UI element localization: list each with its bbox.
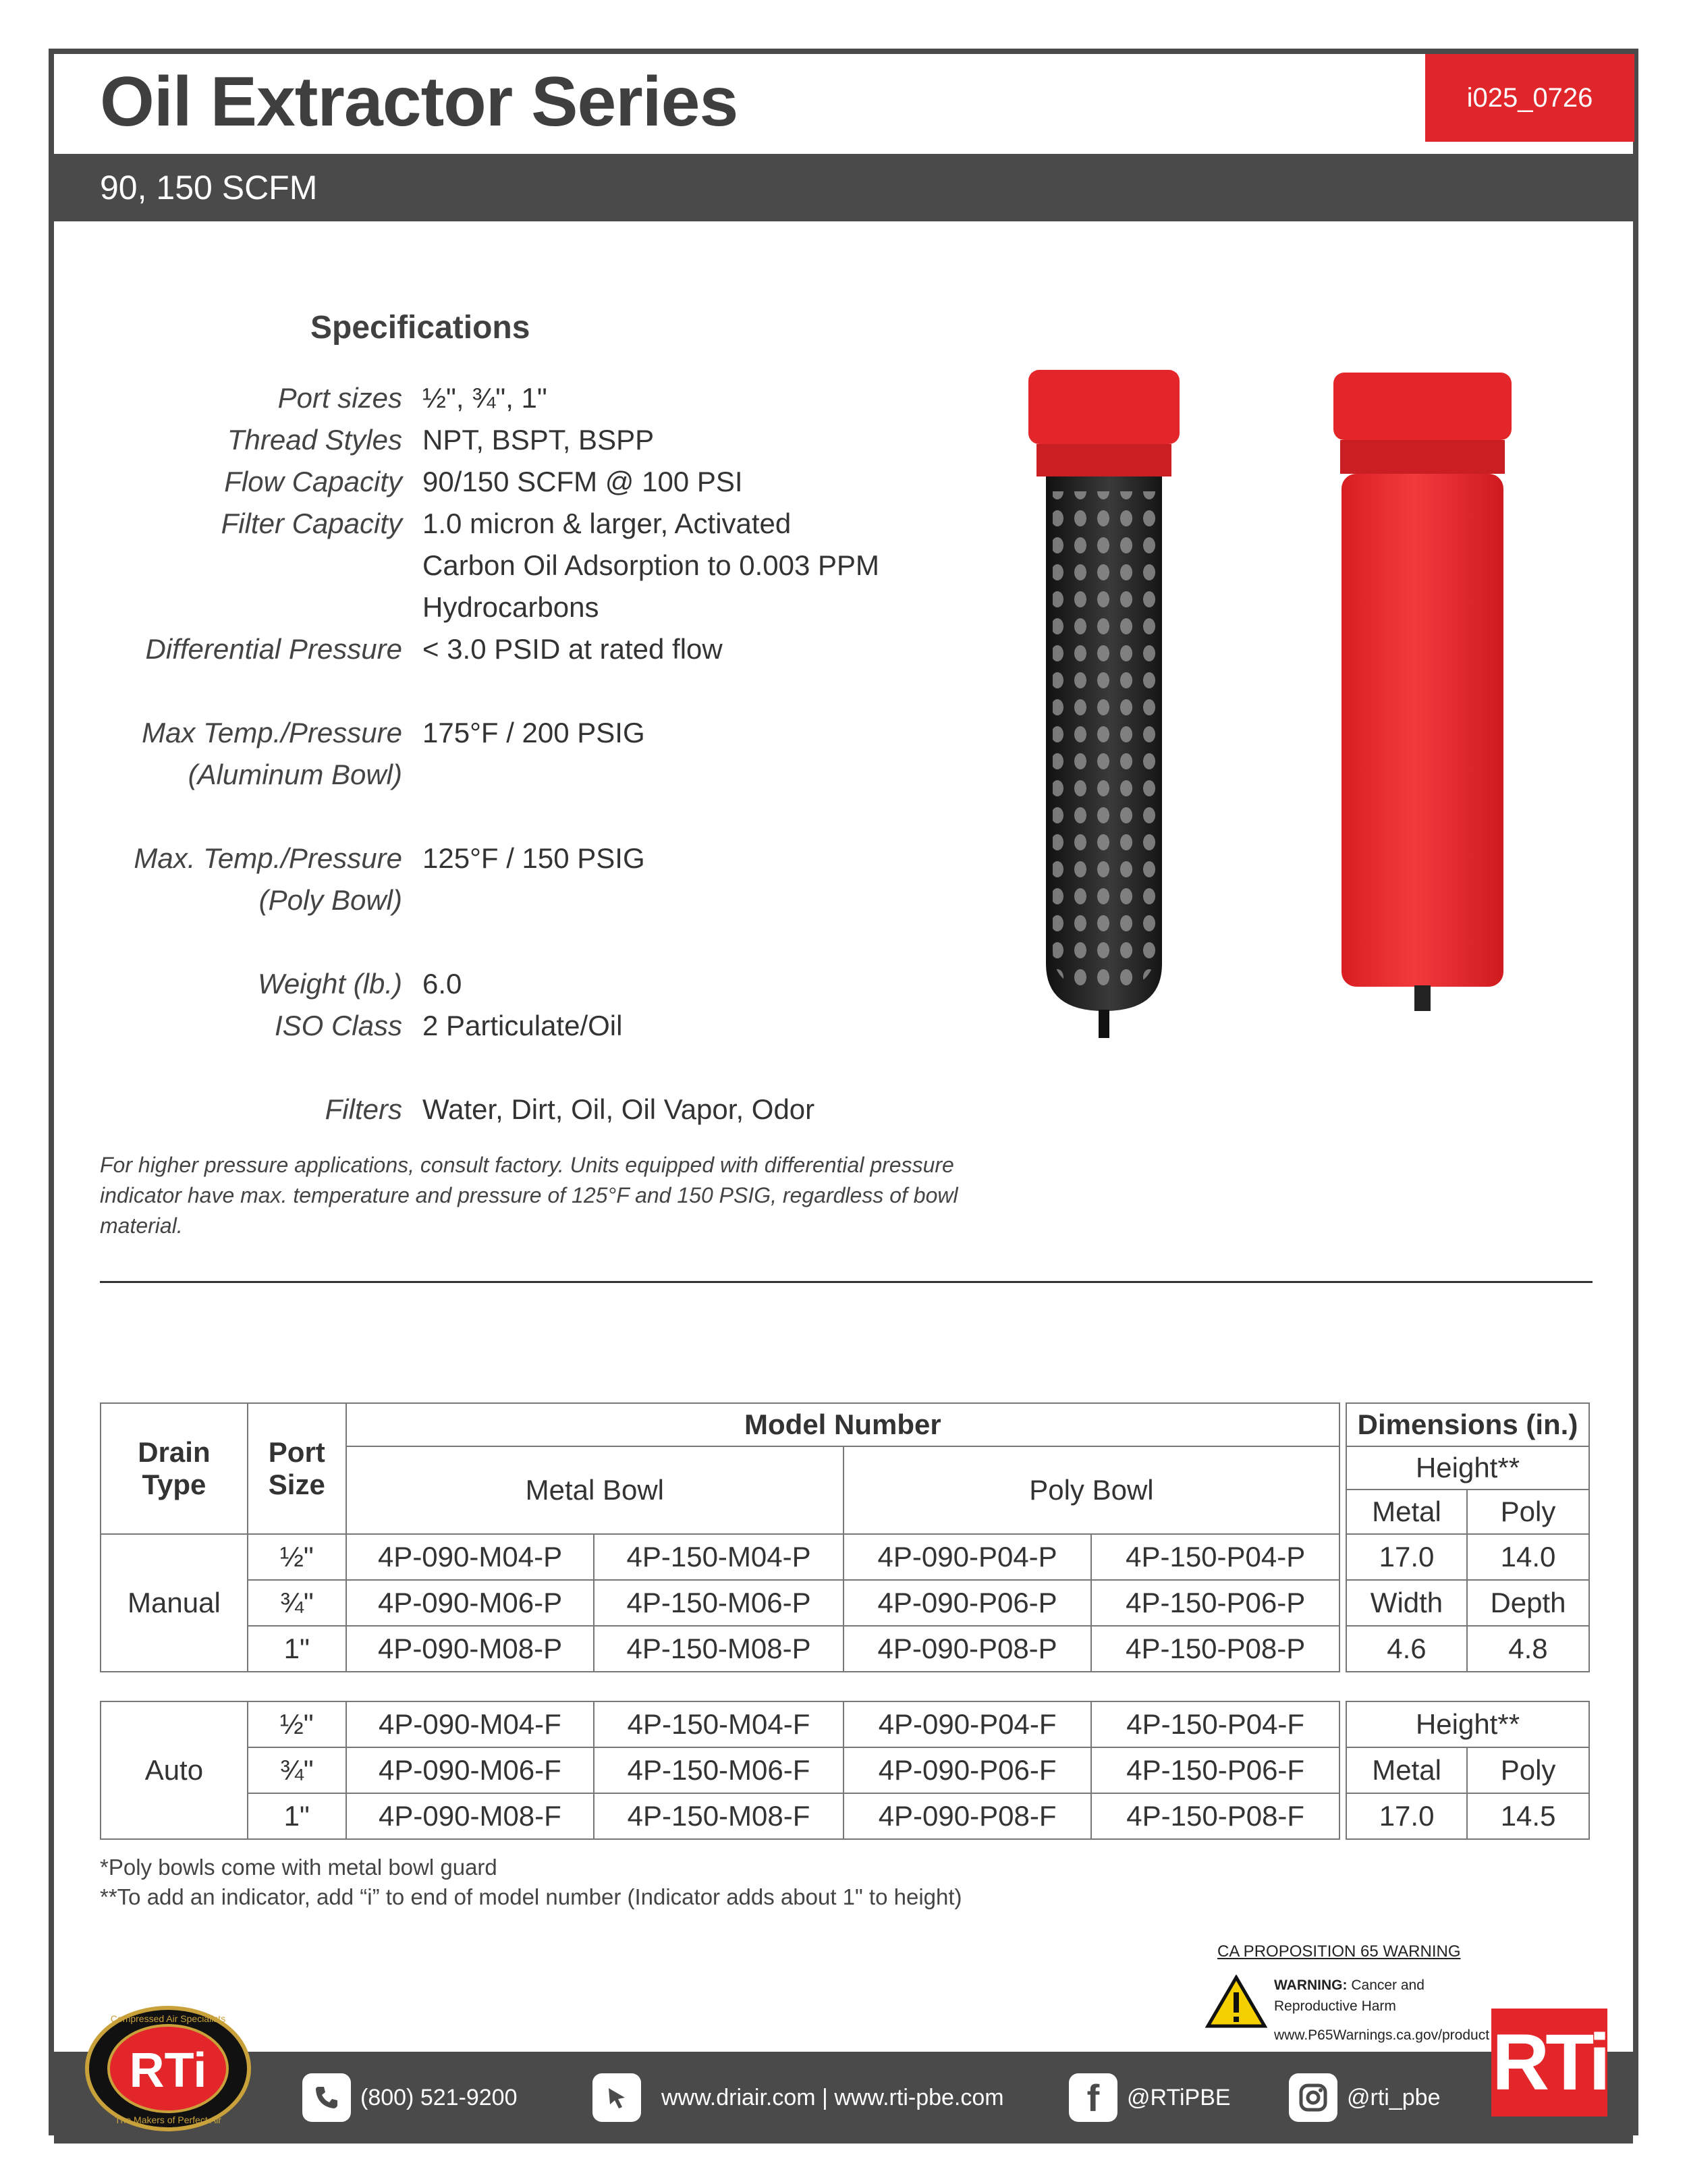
poly-bowl-filter-image (1328, 370, 1517, 1038)
specifications-note: For higher pressure applications, consult factory. Units equipped with differential pressure indicator have max. temperature and pressure of 125°F and 150 PSIG, regardless of bowl material. (100, 1153, 958, 1238)
drain-type-manual: Manual (101, 1534, 248, 1672)
seal-brand-text: RTi (129, 2044, 207, 2098)
height-metal-value: 17.0 (1346, 1534, 1467, 1580)
spec-label: Thread Styles (227, 424, 402, 456)
model-table-manual (100, 1402, 1340, 1672)
spec-label: Differential Pressure (145, 633, 402, 665)
phone-icon (302, 2073, 351, 2122)
prop65-url: www.P65Warnings.ca.gov/product (1274, 2027, 1490, 2043)
prop65-title: CA PROPOSITION 65 WARNING (1217, 1942, 1461, 1961)
spec-value: 1.0 micron & larger, Activated (422, 508, 792, 539)
facebook-icon: f (1069, 2073, 1117, 2122)
prop65-warning: WARNING: Cancer and Reproductive Harm www.P65Warnings.ca.gov/product (1274, 1975, 1489, 2046)
model-number-header: Model Number (346, 1403, 1339, 1446)
dimensions-table-manual (1346, 1402, 1590, 1672)
spec-label: (Aluminum Bowl) (188, 759, 402, 790)
footer-instagram[interactable] (1289, 2073, 1440, 2122)
width-value: 4.6 (1346, 1626, 1467, 1672)
model-cell: 4P-150-P06-F (1091, 1747, 1339, 1793)
rti-seal-logo (84, 2004, 252, 2133)
footer-websites[interactable] (592, 2073, 1004, 2122)
spec-value: NPT, BSPT, BSPP (422, 424, 655, 456)
height-metal-value: 17.0 (1346, 1793, 1467, 1839)
spec-value: ½", ¾", 1" (422, 382, 547, 414)
spec-label: Max. Temp./Pressure (134, 842, 402, 874)
width-header: Width (1346, 1580, 1467, 1626)
cursor-icon (592, 2073, 641, 2122)
port-size-header: Port Size (248, 1403, 346, 1534)
phone-number: (800) 521-9200 (360, 2084, 518, 2110)
poly-header: Poly (1467, 1490, 1589, 1534)
model-cell: 4P-090-P06-F (844, 1747, 1092, 1793)
model-cell: 4P-090-M04-F (346, 1701, 594, 1747)
port-size: ¾" (248, 1580, 346, 1626)
seal-top-text: Compressed Air Specialists (110, 2013, 226, 2024)
section-divider (100, 1281, 1593, 1283)
spec-value: 6.0 (422, 968, 462, 1000)
port-size: ¾" (248, 1747, 346, 1793)
poly-bowl-header: Poly Bowl (844, 1446, 1339, 1534)
rti-logo: RTi (1491, 2009, 1607, 2117)
model-cell: 4P-090-P04-F (844, 1701, 1092, 1747)
model-cell: 4P-090-M06-P (346, 1580, 594, 1626)
drain-type-header: Drain Type (101, 1403, 248, 1534)
instagram-icon (1289, 2073, 1337, 2122)
metal-bowl-filter-image (1023, 370, 1185, 1038)
port-size: ½" (248, 1534, 346, 1580)
spec-value: Hydrocarbons (422, 591, 599, 623)
model-cell: 4P-150-P08-F (1091, 1793, 1339, 1839)
model-cell: 4P-090-M06-F (346, 1747, 594, 1793)
spec-label: Filter Capacity (221, 508, 402, 539)
metal-header: Metal (1346, 1490, 1467, 1534)
spec-label: Flow Capacity (224, 466, 402, 497)
model-cell: 4P-150-P04-P (1091, 1534, 1339, 1580)
model-cell: 4P-150-M08-P (594, 1626, 844, 1672)
height-header: Height** (1346, 1446, 1589, 1490)
warning-triangle-icon (1205, 1975, 1267, 2029)
height-header: Height** (1346, 1701, 1589, 1747)
metal-header: Metal (1346, 1747, 1467, 1793)
spec-label: Max Temp./Pressure (142, 717, 402, 748)
depth-value: 4.8 (1467, 1626, 1589, 1672)
model-cell: 4P-150-P04-F (1091, 1701, 1339, 1747)
model-cell: 4P-150-M08-F (594, 1793, 844, 1839)
model-cell: 4P-090-M04-P (346, 1534, 594, 1580)
facebook-handle: @RTiPBE (1127, 2084, 1231, 2110)
model-cell: 4P-090-M08-F (346, 1793, 594, 1839)
model-cell: 4P-090-P08-P (844, 1626, 1092, 1672)
document-code-badge: i025_0726 (1425, 54, 1634, 142)
model-cell: 4P-150-M06-P (594, 1580, 844, 1626)
seal-bottom-text: The Makers of Perfect Air (115, 2114, 221, 2125)
dimensions-header: Dimensions (in.) (1346, 1403, 1589, 1446)
model-cell: 4P-090-P06-P (844, 1580, 1092, 1626)
spec-label: Port sizes (277, 382, 402, 414)
port-size: 1" (248, 1793, 346, 1839)
model-table-auto (100, 1701, 1340, 1840)
height-poly-value: 14.5 (1467, 1793, 1589, 1839)
port-size: 1" (248, 1626, 346, 1672)
model-cell: 4P-150-M04-F (594, 1701, 844, 1747)
spec-label: ISO Class (274, 1010, 402, 1041)
spec-value: Carbon Oil Adsorption to 0.003 PPM (422, 549, 880, 581)
model-cell: 4P-090-P04-P (844, 1534, 1092, 1580)
metal-bowl-header: Metal Bowl (346, 1446, 844, 1534)
model-cell: 4P-150-M04-P (594, 1534, 844, 1580)
model-cell: 4P-150-M06-F (594, 1747, 844, 1793)
page-title: Oil Extractor Series (100, 63, 738, 141)
specifications-heading: Specifications (310, 310, 530, 346)
spec-value: 2 Particulate/Oil (422, 1010, 623, 1041)
spec-value: < 3.0 PSID at rated flow (422, 633, 723, 665)
footnote-indicator: **To add an indicator, add “i” to end of model number (Indicator adds about 1" to height) (100, 1884, 962, 1909)
poly-header: Poly (1467, 1747, 1589, 1793)
subtitle-bar (54, 154, 1633, 221)
model-cell: 4P-150-P06-P (1091, 1580, 1339, 1626)
drain-type-auto: Auto (101, 1701, 248, 1839)
spec-label: (Poly Bowl) (258, 884, 402, 916)
model-cell: 4P-090-P08-F (844, 1793, 1092, 1839)
spec-value: 125°F / 150 PSIG (422, 842, 645, 874)
website-links: www.driair.com | www.rti-pbe.com (661, 2084, 1004, 2110)
footer-phone[interactable] (302, 2073, 518, 2122)
model-cell: 4P-150-P08-P (1091, 1626, 1339, 1672)
footer-facebook[interactable] (1069, 2073, 1231, 2122)
port-size: ½" (248, 1701, 346, 1747)
spec-label: Filters (325, 1093, 402, 1125)
spec-value: 90/150 SCFM @ 100 PSI (422, 466, 743, 497)
height-poly-value: 14.0 (1467, 1534, 1589, 1580)
dimensions-table-auto (1346, 1701, 1590, 1840)
footnote-poly-bowl: *Poly bowls come with metal bowl guard (100, 1855, 497, 1880)
spec-label: Weight (lb.) (258, 968, 402, 1000)
spec-value: Water, Dirt, Oil, Oil Vapor, Odor (422, 1093, 815, 1125)
instagram-handle: @rti_pbe (1347, 2084, 1441, 2110)
subtitle: 90, 150 SCFM (100, 169, 318, 207)
model-cell: 4P-090-M08-P (346, 1626, 594, 1672)
spec-value: 175°F / 200 PSIG (422, 717, 645, 748)
depth-header: Depth (1467, 1580, 1589, 1626)
